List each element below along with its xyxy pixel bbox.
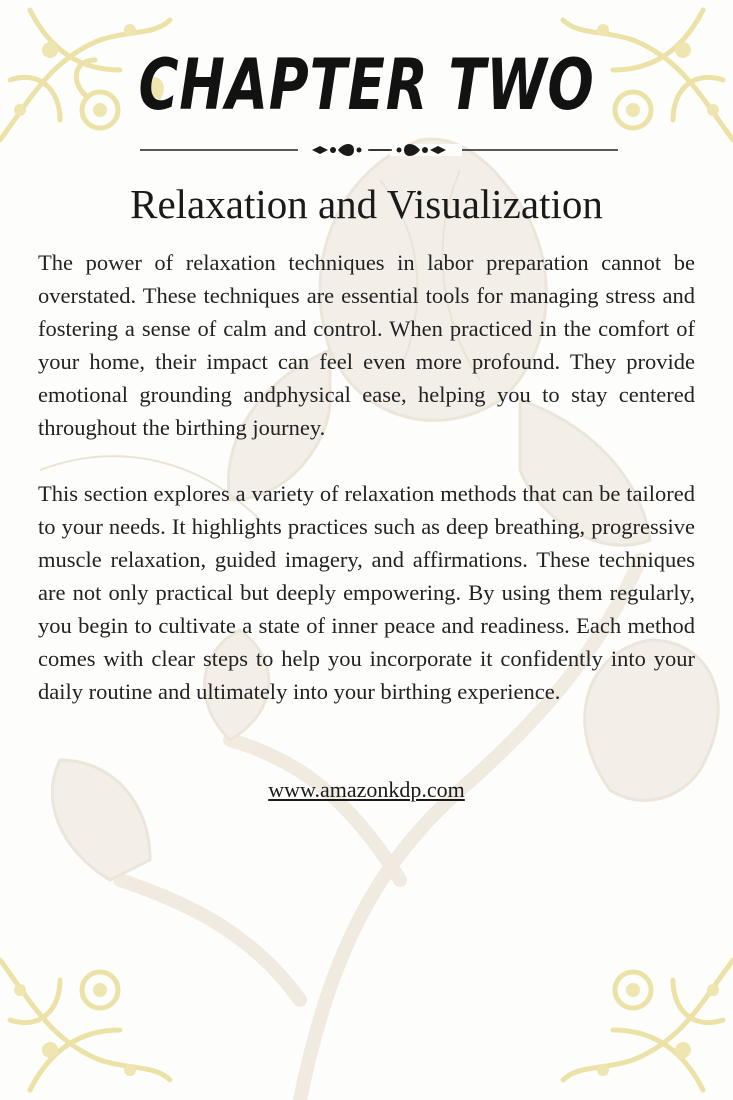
corner-ornament-icon	[0, 920, 180, 1100]
body-paragraph: This section explores a variety of relaxation methods that can be tailored to your needs. It highlights practices such as deep breathing, progressive muscle relaxation, guided imagery, and affirmations. These techniques are not only practical but deeply empowering. By using them regularly, you begin to cultivate a state of inner peace and readiness. Each method comes with clear steps to help you incorporate it confidently into your daily routine and ultimately into your birthing experience.	[38, 481, 695, 704]
chapter-title: CHAPTER TWO	[138, 44, 595, 126]
section-heading: Relaxation and Visualization	[130, 181, 603, 227]
corner-ornament-icon	[553, 920, 733, 1100]
divider-ornament-icon	[140, 138, 618, 162]
website-link[interactable]: www.amazonkdp.com	[268, 777, 465, 802]
body-paragraph: The power of relaxation techniques in labor preparation cannot be overstated. These techniques are essential tools for managing stress and fostering a sense of calm and control. When practiced in the comfort of your home, their impact can feel even more profound. They provide emotional grounding andphysical ease, helping you to stay centered throughout the birthing journey.	[38, 250, 695, 440]
